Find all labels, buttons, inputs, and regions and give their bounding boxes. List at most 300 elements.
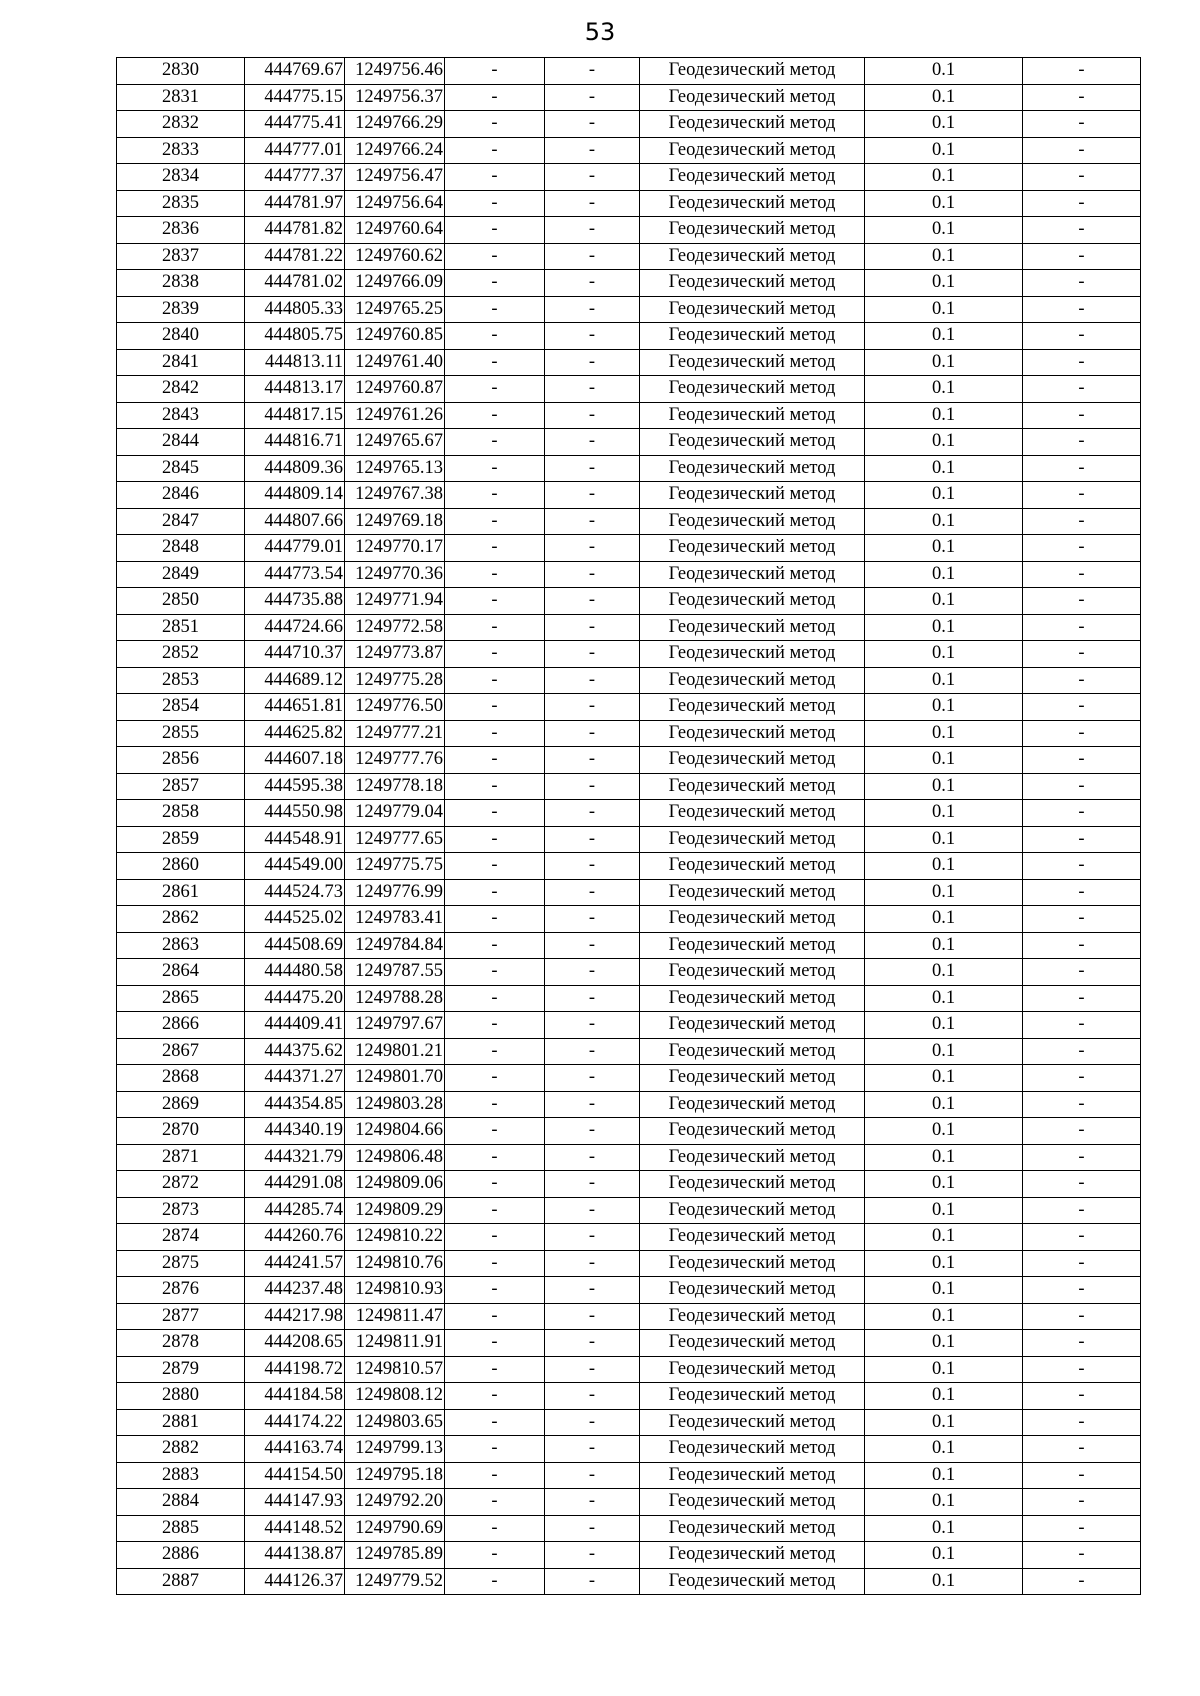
y-coordinate-cell: 1249766.09 [345,270,445,297]
y-coordinate-cell: 1249804.66 [345,1118,445,1145]
precision-cell: 0.1 [865,190,1023,217]
y-coordinate-cell: 1249806.48 [345,1144,445,1171]
x-coordinate-cell: 444805.75 [245,323,345,350]
y-coordinate-cell: 1249779.52 [345,1568,445,1595]
empty-cell-1: - [445,1568,545,1595]
y-coordinate-cell: 1249773.87 [345,641,445,668]
empty-cell-3: - [1023,270,1141,297]
x-coordinate-cell: 444138.87 [245,1542,345,1569]
method-cell: Геодезический метод [640,1012,865,1039]
y-coordinate-cell: 1249803.28 [345,1091,445,1118]
method-cell: Геодезический метод [640,455,865,482]
empty-cell-3: - [1023,641,1141,668]
empty-cell-1: - [445,1144,545,1171]
method-cell: Геодезический метод [640,349,865,376]
table-row [117,1277,1141,1304]
precision-cell: 0.1 [865,1171,1023,1198]
empty-cell-2: - [545,508,640,535]
table-row [117,1118,1141,1145]
empty-cell-2: - [545,1250,640,1277]
empty-cell-1: - [445,800,545,827]
empty-cell-1: - [445,747,545,774]
method-cell: Геодезический метод [640,1303,865,1330]
table-row [117,720,1141,747]
empty-cell-3: - [1023,217,1141,244]
empty-cell-2: - [545,1091,640,1118]
table-row [117,535,1141,562]
empty-cell-1: - [445,323,545,350]
table-row [117,932,1141,959]
empty-cell-2: - [545,1515,640,1542]
table-body [117,58,1141,1595]
empty-cell-1: - [445,1038,545,1065]
empty-cell-3: - [1023,1277,1141,1304]
empty-cell-2: - [545,243,640,270]
point-number-cell: 2870 [117,1118,245,1145]
empty-cell-1: - [445,84,545,111]
empty-cell-1: - [445,1356,545,1383]
table-row [117,959,1141,986]
precision-cell: 0.1 [865,1038,1023,1065]
x-coordinate-cell: 444354.85 [245,1091,345,1118]
method-cell: Геодезический метод [640,1462,865,1489]
empty-cell-1: - [445,985,545,1012]
empty-cell-2: - [545,1144,640,1171]
precision-cell: 0.1 [865,296,1023,323]
point-number-cell: 2844 [117,429,245,456]
empty-cell-3: - [1023,1065,1141,1092]
point-number-cell: 2884 [117,1489,245,1516]
method-cell: Геодезический метод [640,137,865,164]
empty-cell-2: - [545,747,640,774]
x-coordinate-cell: 444769.67 [245,58,345,85]
point-number-cell: 2851 [117,614,245,641]
empty-cell-2: - [545,455,640,482]
x-coordinate-cell: 444148.52 [245,1515,345,1542]
y-coordinate-cell: 1249760.87 [345,376,445,403]
table-row [117,1250,1141,1277]
point-number-cell: 2876 [117,1277,245,1304]
empty-cell-2: - [545,800,640,827]
x-coordinate-cell: 444625.82 [245,720,345,747]
precision-cell: 0.1 [865,349,1023,376]
empty-cell-2: - [545,694,640,721]
empty-cell-3: - [1023,535,1141,562]
empty-cell-2: - [545,1489,640,1516]
method-cell: Геодезический метод [640,1330,865,1357]
empty-cell-1: - [445,1277,545,1304]
empty-cell-2: - [545,349,640,376]
table-row [117,349,1141,376]
point-number-cell: 2861 [117,879,245,906]
table-row [117,1144,1141,1171]
empty-cell-1: - [445,694,545,721]
empty-cell-3: - [1023,1330,1141,1357]
y-coordinate-cell: 1249766.29 [345,111,445,138]
x-coordinate-cell: 444260.76 [245,1224,345,1251]
x-coordinate-cell: 444147.93 [245,1489,345,1516]
empty-cell-3: - [1023,243,1141,270]
precision-cell: 0.1 [865,906,1023,933]
empty-cell-1: - [445,1383,545,1410]
y-coordinate-cell: 1249777.76 [345,747,445,774]
x-coordinate-cell: 444550.98 [245,800,345,827]
empty-cell-3: - [1023,296,1141,323]
table-row [117,508,1141,535]
x-coordinate-cell: 444174.22 [245,1409,345,1436]
x-coordinate-cell: 444321.79 [245,1144,345,1171]
empty-cell-3: - [1023,58,1141,85]
precision-cell: 0.1 [865,1462,1023,1489]
table-row [117,217,1141,244]
empty-cell-1: - [445,243,545,270]
empty-cell-2: - [545,1038,640,1065]
empty-cell-2: - [545,137,640,164]
empty-cell-2: - [545,614,640,641]
precision-cell: 0.1 [865,1489,1023,1516]
empty-cell-3: - [1023,773,1141,800]
point-number-cell: 2853 [117,667,245,694]
y-coordinate-cell: 1249795.18 [345,1462,445,1489]
x-coordinate-cell: 444813.11 [245,349,345,376]
empty-cell-1: - [445,376,545,403]
empty-cell-1: - [445,588,545,615]
empty-cell-1: - [445,1515,545,1542]
y-coordinate-cell: 1249756.46 [345,58,445,85]
empty-cell-1: - [445,1462,545,1489]
table-row [117,879,1141,906]
method-cell: Геодезический метод [640,111,865,138]
method-cell: Геодезический метод [640,58,865,85]
precision-cell: 0.1 [865,243,1023,270]
precision-cell: 0.1 [865,1277,1023,1304]
method-cell: Геодезический метод [640,1356,865,1383]
method-cell: Геодезический метод [640,217,865,244]
method-cell: Геодезический метод [640,1436,865,1463]
point-number-cell: 2831 [117,84,245,111]
table-row [117,1568,1141,1595]
empty-cell-2: - [545,1118,640,1145]
empty-cell-1: - [445,826,545,853]
empty-cell-1: - [445,1489,545,1516]
y-coordinate-cell: 1249777.21 [345,720,445,747]
point-number-cell: 2862 [117,906,245,933]
y-coordinate-cell: 1249761.26 [345,402,445,429]
empty-cell-1: - [445,641,545,668]
y-coordinate-cell: 1249760.64 [345,217,445,244]
method-cell: Геодезический метод [640,985,865,1012]
y-coordinate-cell: 1249803.65 [345,1409,445,1436]
y-coordinate-cell: 1249797.67 [345,1012,445,1039]
empty-cell-1: - [445,853,545,880]
point-number-cell: 2856 [117,747,245,774]
point-number-cell: 2839 [117,296,245,323]
table-row [117,985,1141,1012]
empty-cell-1: - [445,959,545,986]
empty-cell-3: - [1023,190,1141,217]
precision-cell: 0.1 [865,535,1023,562]
empty-cell-3: - [1023,800,1141,827]
empty-cell-1: - [445,455,545,482]
y-coordinate-cell: 1249785.89 [345,1542,445,1569]
table-row [117,270,1141,297]
empty-cell-2: - [545,906,640,933]
method-cell: Геодезический метод [640,747,865,774]
empty-cell-1: - [445,1436,545,1463]
precision-cell: 0.1 [865,323,1023,350]
method-cell: Геодезический метод [640,1277,865,1304]
empty-cell-2: - [545,1065,640,1092]
point-number-cell: 2882 [117,1436,245,1463]
empty-cell-2: - [545,826,640,853]
method-cell: Геодезический метод [640,588,865,615]
empty-cell-2: - [545,1277,640,1304]
point-number-cell: 2865 [117,985,245,1012]
y-coordinate-cell: 1249810.22 [345,1224,445,1251]
y-coordinate-cell: 1249810.93 [345,1277,445,1304]
point-number-cell: 2858 [117,800,245,827]
table-row [117,1383,1141,1410]
precision-cell: 0.1 [865,1197,1023,1224]
table-row [117,1462,1141,1489]
method-cell: Геодезический метод [640,853,865,880]
y-coordinate-cell: 1249756.47 [345,164,445,191]
y-coordinate-cell: 1249811.91 [345,1330,445,1357]
empty-cell-2: - [545,190,640,217]
empty-cell-1: - [445,879,545,906]
y-coordinate-cell: 1249799.13 [345,1436,445,1463]
precision-cell: 0.1 [865,1515,1023,1542]
empty-cell-3: - [1023,1436,1141,1463]
empty-cell-1: - [445,1542,545,1569]
y-coordinate-cell: 1249760.62 [345,243,445,270]
method-cell: Геодезический метод [640,1515,865,1542]
empty-cell-1: - [445,482,545,509]
x-coordinate-cell: 444524.73 [245,879,345,906]
table-row [117,1303,1141,1330]
empty-cell-2: - [545,561,640,588]
precision-cell: 0.1 [865,614,1023,641]
x-coordinate-cell: 444340.19 [245,1118,345,1145]
method-cell: Геодезический метод [640,906,865,933]
empty-cell-3: - [1023,1224,1141,1251]
table-row [117,1091,1141,1118]
empty-cell-2: - [545,402,640,429]
y-coordinate-cell: 1249790.69 [345,1515,445,1542]
x-coordinate-cell: 444710.37 [245,641,345,668]
point-number-cell: 2850 [117,588,245,615]
method-cell: Геодезический метод [640,561,865,588]
point-number-cell: 2845 [117,455,245,482]
empty-cell-3: - [1023,111,1141,138]
page-number: 53 [584,18,616,46]
x-coordinate-cell: 444779.01 [245,535,345,562]
table-row [117,906,1141,933]
table-row [117,1515,1141,1542]
empty-cell-3: - [1023,482,1141,509]
y-coordinate-cell: 1249801.21 [345,1038,445,1065]
y-coordinate-cell: 1249775.28 [345,667,445,694]
empty-cell-3: - [1023,376,1141,403]
x-coordinate-cell: 444163.74 [245,1436,345,1463]
empty-cell-1: - [445,270,545,297]
y-coordinate-cell: 1249808.12 [345,1383,445,1410]
point-number-cell: 2875 [117,1250,245,1277]
x-coordinate-cell: 444735.88 [245,588,345,615]
point-number-cell: 2867 [117,1038,245,1065]
precision-cell: 0.1 [865,1409,1023,1436]
point-number-cell: 2837 [117,243,245,270]
point-number-cell: 2887 [117,1568,245,1595]
empty-cell-2: - [545,429,640,456]
y-coordinate-cell: 1249784.84 [345,932,445,959]
method-cell: Геодезический метод [640,773,865,800]
empty-cell-2: - [545,535,640,562]
method-cell: Геодезический метод [640,1171,865,1198]
x-coordinate-cell: 444781.97 [245,190,345,217]
empty-cell-2: - [545,111,640,138]
precision-cell: 0.1 [865,826,1023,853]
empty-cell-2: - [545,985,640,1012]
method-cell: Геодезический метод [640,84,865,111]
x-coordinate-cell: 444777.37 [245,164,345,191]
x-coordinate-cell: 444508.69 [245,932,345,959]
table-row [117,1409,1141,1436]
precision-cell: 0.1 [865,1436,1023,1463]
x-coordinate-cell: 444781.82 [245,217,345,244]
method-cell: Геодезический метод [640,482,865,509]
method-cell: Геодезический метод [640,694,865,721]
method-cell: Геодезический метод [640,164,865,191]
empty-cell-2: - [545,84,640,111]
empty-cell-3: - [1023,84,1141,111]
precision-cell: 0.1 [865,1091,1023,1118]
empty-cell-3: - [1023,561,1141,588]
empty-cell-3: - [1023,1568,1141,1595]
y-coordinate-cell: 1249788.28 [345,985,445,1012]
point-number-cell: 2869 [117,1091,245,1118]
empty-cell-3: - [1023,879,1141,906]
point-number-cell: 2842 [117,376,245,403]
x-coordinate-cell: 444595.38 [245,773,345,800]
table-row [117,1012,1141,1039]
y-coordinate-cell: 1249760.85 [345,323,445,350]
empty-cell-2: - [545,1383,640,1410]
method-cell: Геодезический метод [640,323,865,350]
empty-cell-1: - [445,1224,545,1251]
precision-cell: 0.1 [865,455,1023,482]
point-number-cell: 2886 [117,1542,245,1569]
method-cell: Геодезический метод [640,429,865,456]
empty-cell-1: - [445,1330,545,1357]
method-cell: Геодезический метод [640,1250,865,1277]
y-coordinate-cell: 1249811.47 [345,1303,445,1330]
table-row [117,376,1141,403]
empty-cell-1: - [445,111,545,138]
point-number-cell: 2838 [117,270,245,297]
empty-cell-3: - [1023,1012,1141,1039]
precision-cell: 0.1 [865,773,1023,800]
empty-cell-2: - [545,323,640,350]
y-coordinate-cell: 1249777.65 [345,826,445,853]
point-number-cell: 2878 [117,1330,245,1357]
method-cell: Геодезический метод [640,1118,865,1145]
empty-cell-1: - [445,1197,545,1224]
empty-cell-2: - [545,376,640,403]
empty-cell-1: - [445,1250,545,1277]
empty-cell-3: - [1023,720,1141,747]
y-coordinate-cell: 1249756.37 [345,84,445,111]
method-cell: Геодезический метод [640,1383,865,1410]
precision-cell: 0.1 [865,985,1023,1012]
point-number-cell: 2885 [117,1515,245,1542]
empty-cell-1: - [445,614,545,641]
table-row [117,773,1141,800]
method-cell: Геодезический метод [640,1224,865,1251]
empty-cell-3: - [1023,1171,1141,1198]
empty-cell-1: - [445,217,545,244]
empty-cell-1: - [445,1091,545,1118]
empty-cell-1: - [445,773,545,800]
empty-cell-1: - [445,1118,545,1145]
x-coordinate-cell: 444126.37 [245,1568,345,1595]
table-row [117,641,1141,668]
x-coordinate-cell: 444607.18 [245,747,345,774]
empty-cell-2: - [545,853,640,880]
empty-cell-3: - [1023,985,1141,1012]
precision-cell: 0.1 [865,270,1023,297]
empty-cell-1: - [445,508,545,535]
empty-cell-2: - [545,588,640,615]
point-number-cell: 2871 [117,1144,245,1171]
empty-cell-3: - [1023,349,1141,376]
empty-cell-2: - [545,164,640,191]
y-coordinate-cell: 1249756.64 [345,190,445,217]
y-coordinate-cell: 1249770.17 [345,535,445,562]
y-coordinate-cell: 1249767.38 [345,482,445,509]
method-cell: Геодезический метод [640,826,865,853]
empty-cell-1: - [445,402,545,429]
empty-cell-3: - [1023,1489,1141,1516]
empty-cell-1: - [445,58,545,85]
precision-cell: 0.1 [865,376,1023,403]
empty-cell-2: - [545,641,640,668]
method-cell: Геодезический метод [640,190,865,217]
table-row [117,1436,1141,1463]
x-coordinate-cell: 444775.15 [245,84,345,111]
method-cell: Геодезический метод [640,1197,865,1224]
empty-cell-2: - [545,1462,640,1489]
point-number-cell: 2841 [117,349,245,376]
y-coordinate-cell: 1249775.75 [345,853,445,880]
x-coordinate-cell: 444689.12 [245,667,345,694]
method-cell: Геодезический метод [640,959,865,986]
x-coordinate-cell: 444241.57 [245,1250,345,1277]
method-cell: Геодезический метод [640,614,865,641]
precision-cell: 0.1 [865,429,1023,456]
point-number-cell: 2833 [117,137,245,164]
point-number-cell: 2848 [117,535,245,562]
empty-cell-3: - [1023,1462,1141,1489]
empty-cell-2: - [545,720,640,747]
empty-cell-2: - [545,667,640,694]
point-number-cell: 2859 [117,826,245,853]
empty-cell-3: - [1023,1356,1141,1383]
precision-cell: 0.1 [865,402,1023,429]
x-coordinate-cell: 444777.01 [245,137,345,164]
empty-cell-1: - [445,429,545,456]
empty-cell-2: - [545,1303,640,1330]
